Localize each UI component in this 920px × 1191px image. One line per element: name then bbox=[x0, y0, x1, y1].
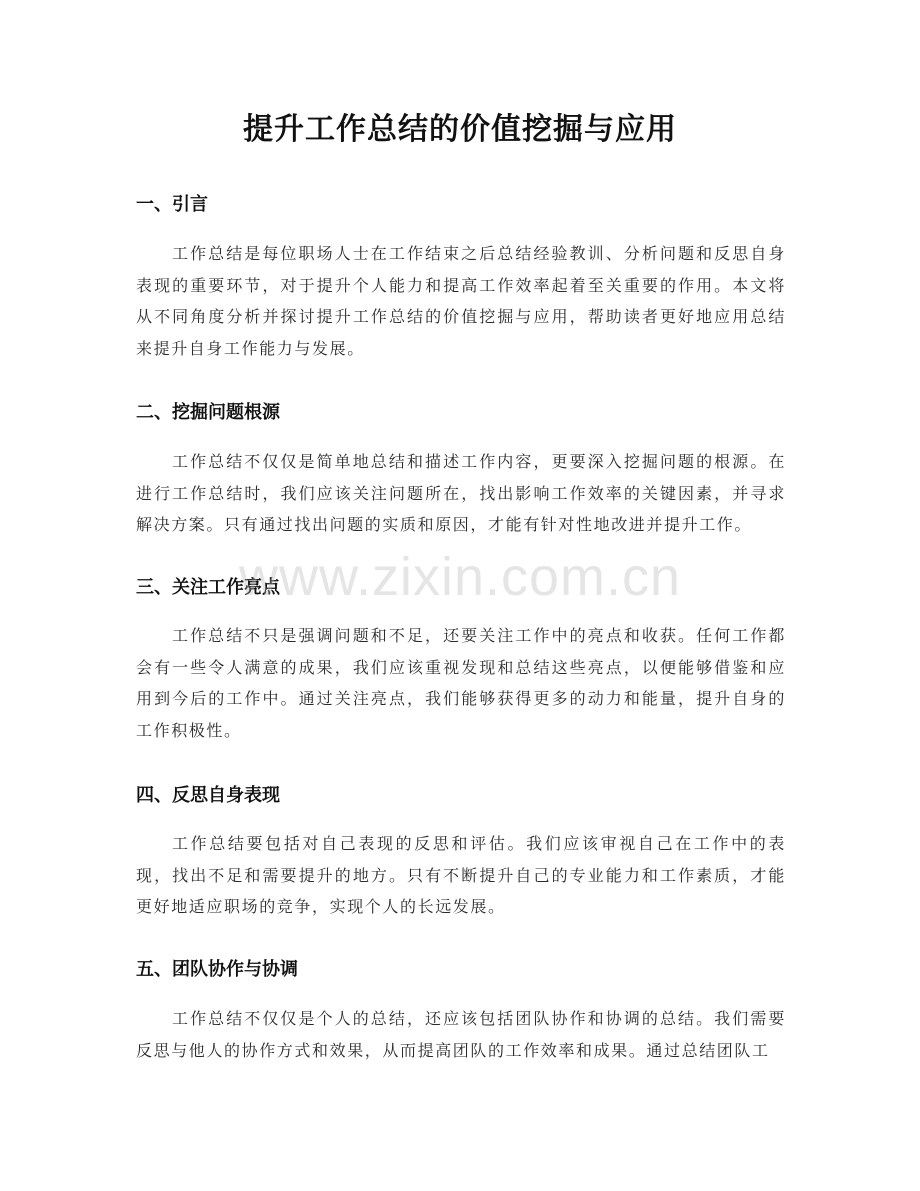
section-heading-teamwork: 五、团队协作与协调 bbox=[136, 959, 298, 980]
site-watermark: www.zixin.com.cn bbox=[238, 547, 682, 607]
document-title: 提升工作总结的价值挖掘与应用 bbox=[243, 112, 677, 147]
section-heading-self-reflection: 四、反思自身表现 bbox=[136, 785, 280, 806]
section-body-self-reflection: 工作总结要包括对自己表现的反思和评估。我们应该审视自己在工作中的表现，找出不足和需要提升的地方。只有不断提升自己的专业能力和工作素质，才能更好地适应职场的竞争，实现个人的长远发展。 bbox=[136, 834, 786, 916]
section-heading-highlights: 三、关注工作亮点 bbox=[136, 577, 280, 598]
section-heading-root-cause: 二、挖掘问题根源 bbox=[136, 402, 280, 423]
section-body-introduction: 工作总结是每位职场人士在工作结束之后总结经验教训、分析问题和反思自身表现的重要环节，对于提升个人能力和提高工作效率起着至关重要的作用。本文将从不同角度分析并探讨提升工作总结的价值挖掘与应用，帮助读者更好地应用总结来提升自身工作能力与发展。 bbox=[136, 244, 786, 358]
section-heading-introduction: 一、引言 bbox=[136, 194, 208, 215]
section-body-highlights: 工作总结不只是强调问题和不足，还要关注工作中的亮点和收获。任何工作都会有一些令人满意的成果，我们应该重视发现和总结这些亮点，以便能够借鉴和应用到今后的工作中。通过关注亮点，我们能够获得更多的动力和能量，提升自身的工作积极性。 bbox=[136, 626, 786, 740]
section-body-teamwork: 工作总结不仅仅是个人的总结，还应该包括团队协作和协调的总结。我们需要反思与他人的协作方式和效果，从而提高团队的工作效率和成果。通过总结团队工 bbox=[136, 1009, 786, 1060]
section-body-root-cause: 工作总结不仅仅是简单地总结和描述工作内容，更要深入挖掘问题的根源。在进行工作总结时，我们应该关注问题所在，找出影响工作效率的关键因素，并寻求解决方案。只有通过找出问题的实质和原因，才能有针对性地改进并提升工作。 bbox=[136, 452, 786, 534]
